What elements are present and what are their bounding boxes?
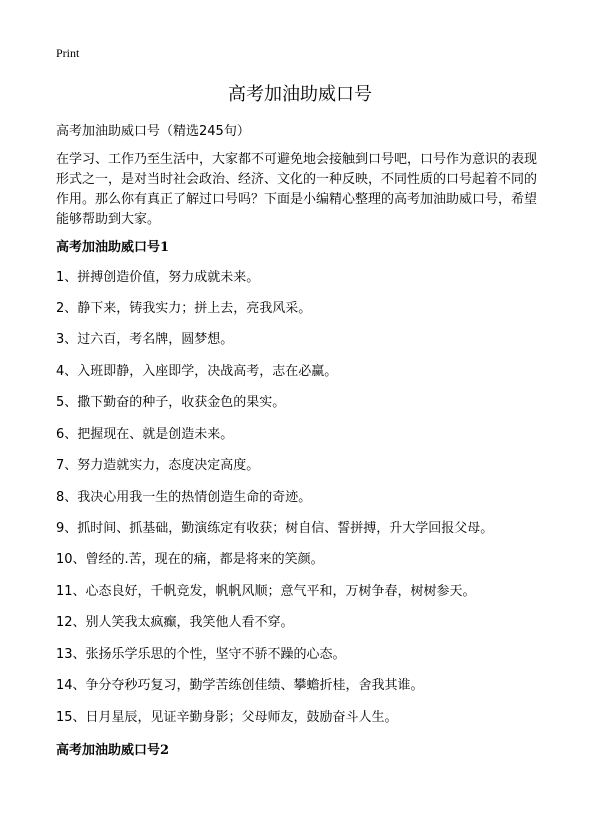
slogan-item: 11、心态良好，千帆竞发，帆帆风顺；意气平和，万树争春，树树参天。 <box>56 584 476 599</box>
slogan-item: 12、别人笑我太疯癫，我笑他人看不穿。 <box>56 615 294 630</box>
slogan-item: 6、把握现在、就是创造未来。 <box>56 427 234 442</box>
slogan-item: 4、入班即静，入座即学，决战高考，志在必赢。 <box>56 364 338 379</box>
section-heading-1: 高考加油助威口号1 <box>56 240 170 255</box>
slogan-item: 9、抓时间、抓基础，勤演练定有收获；树自信、誓拼搏，升大学回报父母。 <box>56 521 494 536</box>
subtitle: 高考加油助威口号（精选245句） <box>56 124 250 139</box>
slogan-item: 3、过六百，考名牌，圆梦想。 <box>56 332 234 347</box>
page-title: 高考加油助威口号 <box>228 84 372 105</box>
print-link[interactable]: Print <box>56 46 80 60</box>
section-heading-2: 高考加油助威口号2 <box>56 743 170 758</box>
slogan-item: 7、努力造就实力，态度决定高度。 <box>56 458 260 473</box>
slogan-item: 2、静下来，铸我实力；拼上去，亮我风采。 <box>56 301 312 316</box>
slogan-item: 14、争分夺秒巧复习，勤学苦练创佳绩、攀蟾折桂，舍我其谁。 <box>56 678 424 693</box>
slogan-item: 10、曾经的.苦，现在的痛，都是将来的笑颜。 <box>56 552 324 567</box>
slogan-item: 13、张扬乐学乐思的个性，坚守不骄不躁的心态。 <box>56 647 346 662</box>
slogan-item: 8、我决心用我一生的热情创造生命的奇迹。 <box>56 490 312 505</box>
intro-paragraph: 在学习、工作乃至生活中，大家都不可避免地会接触到口号吧，口号作为意识的表现形式之一，是对当时社会政治、经济、文化的一种反映，不同性质的口号起着不同的作用。那么你有真正了解过口号吗？下面是小编精心整理的高考加油助威口号，希望能够帮助到大家。 <box>56 152 538 227</box>
slogan-item: 1、拼搏创造价值，努力成就未来。 <box>56 270 260 285</box>
slogan-item: 15、日月星辰，见证辛勤身影；父母师友，鼓励奋斗人生。 <box>56 710 398 725</box>
slogan-item: 5、撒下勤奋的种子，收获金色的果实。 <box>56 395 286 410</box>
